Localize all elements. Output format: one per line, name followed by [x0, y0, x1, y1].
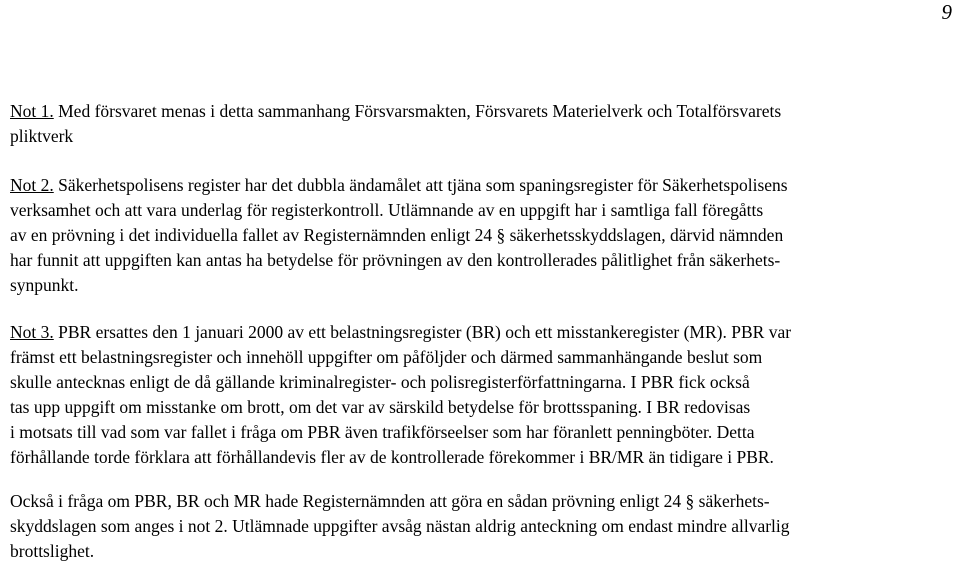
page-number: 9 [941, 0, 952, 24]
footnote-2 [10, 173, 950, 298]
footnote-1-line-2: pliktverk [10, 126, 74, 146]
footnote-3-line-5: i motsats till vad som var fallet i fråga om PBR även trafikförseelser som har föranlett penningböter. Detta [10, 422, 755, 442]
footnote-2-line-1 [10, 173, 950, 198]
footnote-1-line-1 [10, 99, 950, 124]
footnote-3-line-4: tas upp uppgift om misstanke om brott, om det var av särskild betydelse för brottsspaning. I BR redovisas [10, 397, 751, 417]
paragraph-4-line-1: Också i fråga om PBR, BR och MR hade Registernämnden att göra en sådan prövning enligt 24 § säkerhets- [10, 491, 770, 511]
footnote-3-line-3: skulle antecknas enligt de då gällande kriminalregister- och polisregisterförfattningarna. I PBR fick också [10, 372, 750, 392]
footnote-3-text-1: PBR ersattes den 1 januari 2000 av ett belastningsregister (BR) och ett misstankeregister (MR). PBR var [53, 322, 792, 342]
footnote-1-text-1: Med försvaret menas i detta sammanhang Försvarsmakten, Försvarets Materielverk och Totalförsvarets [53, 101, 782, 121]
footnote-2-line-2: verksamhet och att vara underlag för registerkontroll. Utlämnande av en uppgift har i samtliga fall föregåtts [10, 200, 764, 220]
paragraph-4-line-2: skyddslagen som anges i not 2. Utlämnade uppgifter avsåg nästan aldrig anteckning om endast mindre allvarlig [10, 516, 790, 536]
footnote-2-line-5: synpunkt. [10, 275, 79, 295]
paragraph-4-line-3: brottslighet. [10, 541, 95, 561]
footnote-3 [10, 320, 950, 470]
footnote-2-line-4: har funnit att uppgiften kan antas ha betydelse för prövningen av den kontrollerades pålitlighet från säkerhets- [10, 250, 781, 270]
footnote-1 [10, 99, 950, 149]
footnote-3-line-6: förhållande torde förklara att förhållandevis fler av de kontrollerade förekommer i BR/MR än tidigare i PBR. [10, 447, 774, 467]
footnote-2-text-1: Säkerhetspolisens register har det dubbla ändamålet att tjäna som spaningsregister för Säkerhetspolisens [53, 175, 788, 195]
footnote-3-label: Not 3. [10, 322, 54, 342]
footnote-3-line-2: främst ett belastningsregister och innehöll uppgifter om påföljder och därmed sammanhängande beslut som [10, 347, 763, 367]
footnote-3-line-1 [10, 320, 950, 345]
paragraph-4 [10, 489, 950, 564]
footnote-2-label: Not 2. [10, 175, 54, 195]
footnote-2-line-3: av en prövning i det individuella fallet av Registernämnden enligt 24 § säkerhetsskyddslagen, därvid nämnden [10, 225, 784, 245]
footnote-1-label: Not 1. [10, 101, 54, 121]
